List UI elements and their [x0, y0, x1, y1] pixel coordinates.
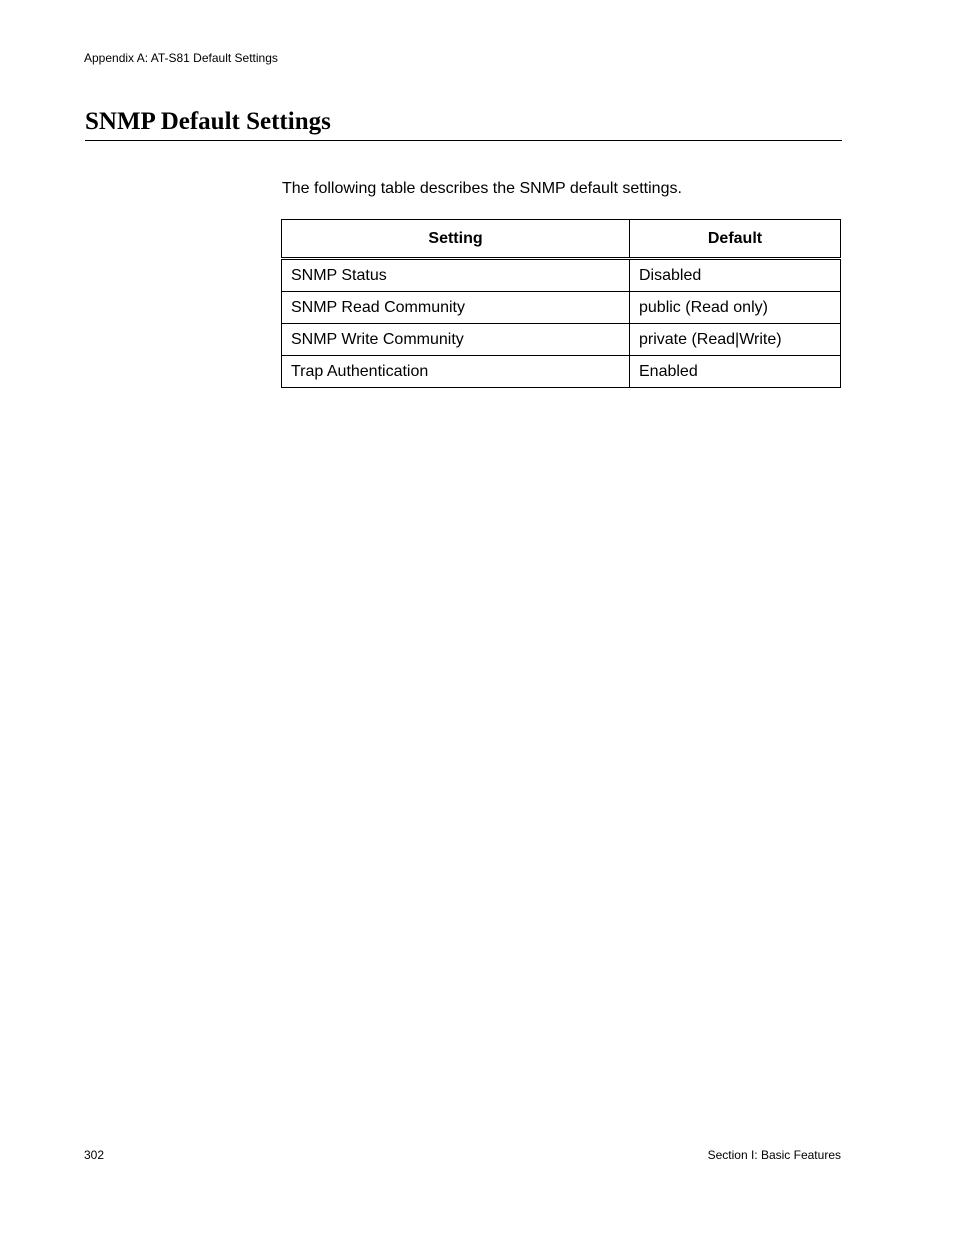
column-header-setting: Setting — [282, 220, 630, 259]
table-row — [282, 324, 841, 356]
default-cell: public (Read only) — [630, 292, 841, 324]
footer-section-label: Section I: Basic Features — [707, 1148, 841, 1162]
snmp-settings-table — [281, 219, 841, 388]
column-header-default: Default — [630, 220, 841, 259]
running-header: Appendix A: AT-S81 Default Settings — [84, 51, 278, 65]
default-cell: private (Read|Write) — [630, 324, 841, 356]
table-row — [282, 259, 841, 292]
setting-cell: SNMP Read Community — [282, 292, 630, 324]
page-number: 302 — [84, 1148, 105, 1162]
setting-cell: SNMP Write Community — [282, 324, 630, 356]
intro-paragraph: The following table describes the SNMP default settings. — [282, 180, 682, 197]
default-cell: Disabled — [630, 259, 841, 292]
default-cell: Enabled — [630, 356, 841, 388]
setting-cell: SNMP Status — [282, 259, 630, 292]
setting-cell: Trap Authentication — [282, 356, 630, 388]
table-row — [282, 292, 841, 324]
table-row — [282, 356, 841, 388]
section-title: SNMP Default Settings — [85, 108, 331, 135]
title-rule — [85, 140, 842, 141]
table-header-row — [282, 220, 841, 259]
